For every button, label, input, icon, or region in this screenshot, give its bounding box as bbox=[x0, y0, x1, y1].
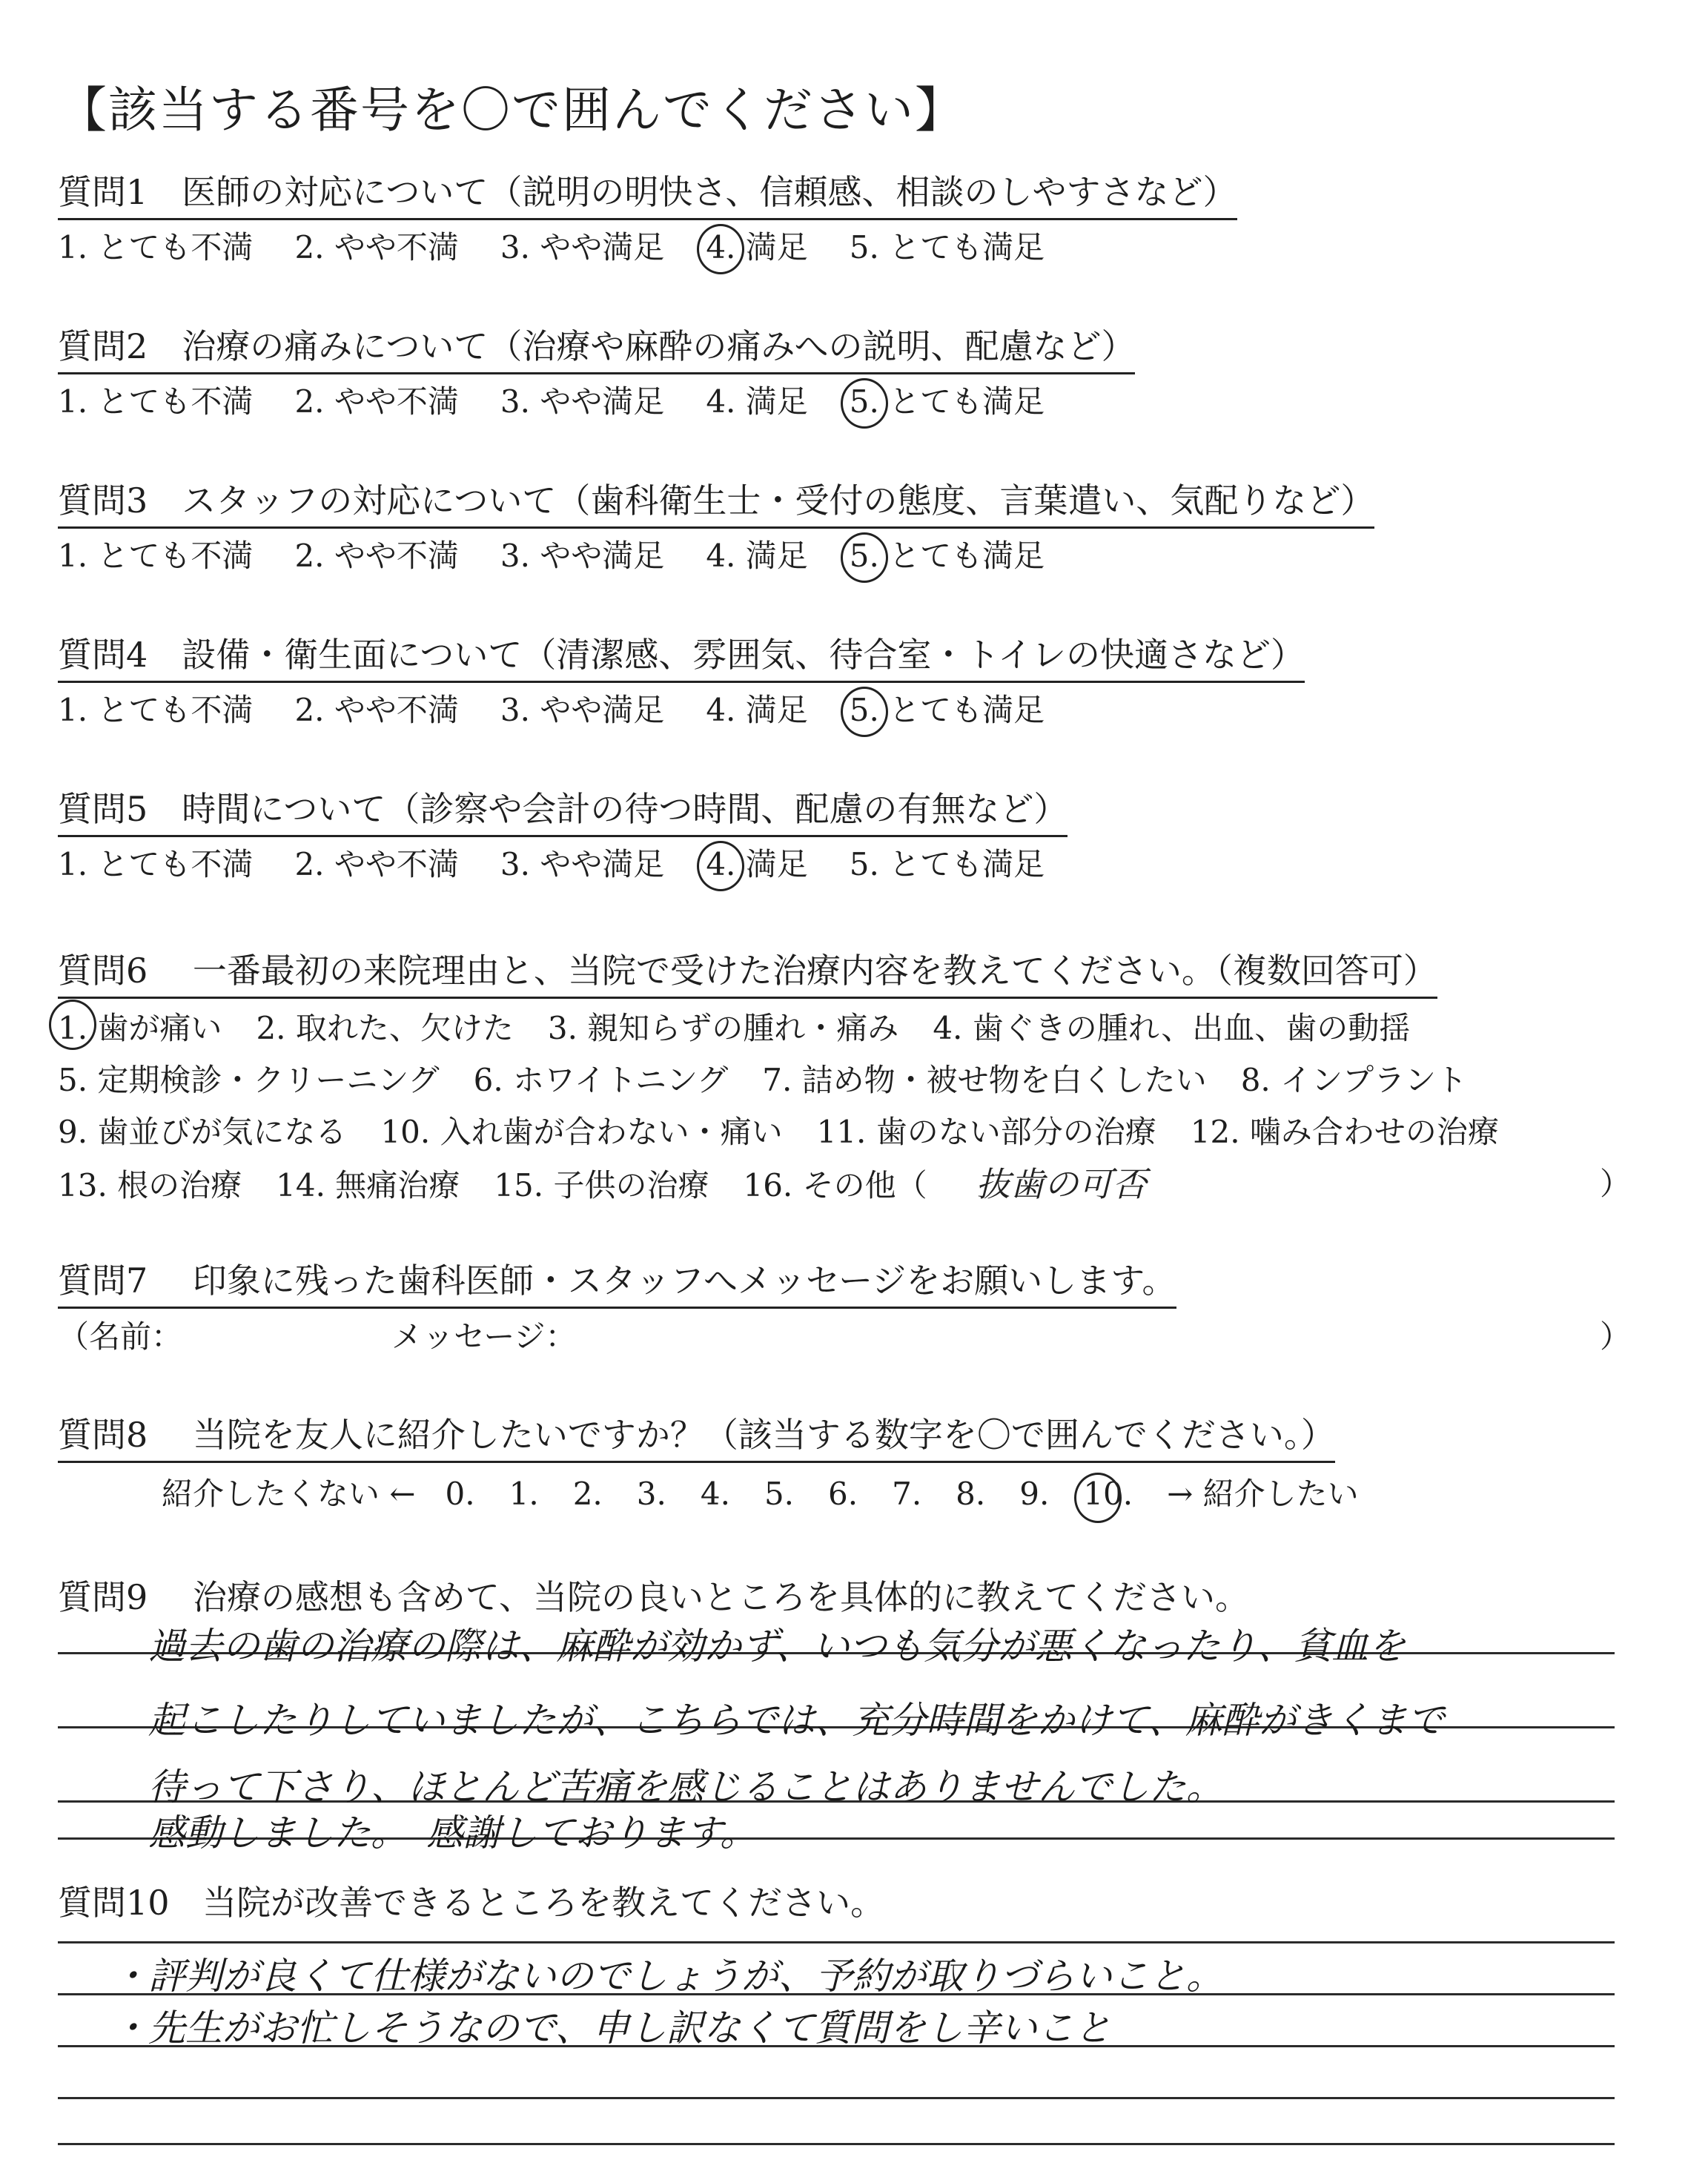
question-3-heading bbox=[58, 478, 1374, 529]
question-7-label: 質問7 bbox=[58, 1261, 148, 1301]
rating-option[interactable]: 4. 満足 bbox=[706, 383, 808, 420]
options-row bbox=[58, 1106, 1533, 1158]
other-answer: 抜歯の可否 bbox=[976, 1164, 1147, 1204]
handwritten-line: ・評判が良くて仕様がないのでしょうが、予約が取りづらいこと。 bbox=[111, 1955, 1223, 1998]
rating-option[interactable]: 2. やや不満 bbox=[294, 846, 459, 882]
rating-option[interactable]: 2. やや不満 bbox=[294, 538, 459, 574]
scale-option[interactable]: 7. bbox=[892, 1476, 922, 1512]
question-9-heading bbox=[58, 1571, 1249, 1619]
reason-option[interactable]: 9. 歯並びが気になる bbox=[58, 1114, 347, 1150]
question-8 bbox=[58, 1412, 1644, 1516]
rating-option[interactable]: 2. やや不満 bbox=[294, 383, 459, 420]
scale-option[interactable]: 5. bbox=[764, 1476, 795, 1512]
handwritten-line: 過去の歯の治療の際は、麻酔が効かず、いつも気分が悪くなったり、貧血を bbox=[148, 1625, 1406, 1668]
reason-option[interactable]: 7. 詰め物・被せ物を白くしたい bbox=[762, 1062, 1207, 1098]
question-1-heading bbox=[58, 169, 1237, 220]
handwritten-line: 待って下さり、ほとんど苦痛を感じることはありませんでした。 bbox=[148, 1766, 1223, 1809]
question-6-text: 一番最初の来院理由と、当院で受けた治療内容を教えてください。（複数回答可） bbox=[192, 951, 1437, 991]
reason-option[interactable]: 12. 噛み合わせの治療 bbox=[1190, 1114, 1499, 1150]
rating-option[interactable]: 1. とても不満 bbox=[58, 229, 254, 265]
options-row bbox=[58, 1003, 1533, 1054]
scale-right-label: → 紹介したい bbox=[1167, 1476, 1359, 1512]
question-8-label: 質問8 bbox=[58, 1415, 148, 1455]
question-1-text: 医師の対応について（説明の明快さ、信頼感、相談のしやすさなど） bbox=[182, 172, 1237, 212]
question-9-text: 治療の感想も含めて、当院の良いところを具体的に教えてください。 bbox=[192, 1577, 1249, 1617]
question-5-heading bbox=[58, 786, 1068, 837]
reason-option[interactable]: 4. 歯ぐきの腫れ、出血、歯の動揺 bbox=[933, 1010, 1411, 1046]
close-paren: ） bbox=[1600, 1318, 1632, 1355]
question-8-text: 当院を友人に紹介したいですか？（該当する数字を〇で囲んでください。） bbox=[192, 1415, 1335, 1455]
rating-option[interactable]: 5. とても満足 bbox=[849, 846, 1045, 882]
rating-option-selected[interactable]: 4. 満足 bbox=[706, 844, 807, 885]
page-title: 【該当する番号を〇で囲んでください】 bbox=[58, 82, 965, 139]
reason-option[interactable]: 16. その他（ bbox=[743, 1167, 927, 1203]
question-2 bbox=[58, 323, 1644, 472]
question-7 bbox=[58, 1258, 1644, 1361]
rating-option-selected[interactable]: 5. とても満足 bbox=[850, 690, 1045, 731]
answer-line bbox=[58, 1941, 1615, 1943]
question-10-heading bbox=[58, 1876, 884, 1925]
question-6-heading bbox=[58, 948, 1437, 999]
options-row bbox=[58, 1158, 1632, 1210]
rating-option[interactable]: 1. とても不満 bbox=[58, 538, 254, 574]
scale-option[interactable]: 6. bbox=[828, 1476, 858, 1512]
reason-option[interactable]: 5. 定期検診・クリーニング bbox=[58, 1062, 440, 1098]
question-8-heading bbox=[58, 1412, 1335, 1463]
scale-option-selected[interactable]: 10. bbox=[1083, 1476, 1133, 1512]
message-label: メッセージ： bbox=[391, 1318, 577, 1355]
rating-option[interactable]: 5. とても満足 bbox=[849, 229, 1045, 265]
question-7-heading bbox=[58, 1258, 1176, 1309]
reason-option[interactable]: 8. インプラント bbox=[1240, 1062, 1468, 1098]
question-10-label: 質問10 bbox=[58, 1883, 170, 1923]
rating-option[interactable]: 3. やや満足 bbox=[500, 846, 665, 882]
close-paren: ） bbox=[1600, 1166, 1632, 1202]
rating-option-selected[interactable]: 5. とても満足 bbox=[850, 381, 1045, 423]
question-9-label: 質問9 bbox=[58, 1577, 148, 1617]
question-2-heading bbox=[58, 323, 1135, 374]
reason-option[interactable]: 11. 歯のない部分の治療 bbox=[816, 1114, 1156, 1150]
question-10-text: 当院が改善できるところを教えてください。 bbox=[202, 1883, 885, 1923]
scale-option[interactable]: 1. bbox=[509, 1476, 539, 1512]
scale-option[interactable]: 2. bbox=[572, 1476, 603, 1512]
rating-options bbox=[58, 535, 1086, 577]
rating-option[interactable]: 1. とても不満 bbox=[58, 383, 254, 420]
rating-option-selected[interactable]: 5. とても満足 bbox=[850, 535, 1045, 577]
scale-option[interactable]: 3. bbox=[636, 1476, 666, 1512]
question-1-label: 質問1 bbox=[58, 172, 148, 212]
question-7-text: 印象に残った歯科医師・スタッフへメッセージをお願いします。 bbox=[192, 1261, 1176, 1301]
reason-option[interactable]: 6. ホワイトニング bbox=[473, 1062, 729, 1098]
question-4 bbox=[58, 632, 1644, 780]
reason-option[interactable]: 14. 無痛治療 bbox=[276, 1167, 460, 1203]
rating-option[interactable]: 3. やや満足 bbox=[500, 692, 665, 728]
rating-option[interactable]: 2. やや不満 bbox=[294, 229, 459, 265]
reason-option[interactable]: 15. 子供の治療 bbox=[494, 1167, 709, 1203]
scale-option[interactable]: 0. bbox=[445, 1476, 475, 1512]
rating-option[interactable]: 3. やや満足 bbox=[500, 229, 665, 265]
question-4-heading bbox=[58, 632, 1305, 683]
rating-options bbox=[58, 690, 1086, 731]
question-5-label: 質問5 bbox=[58, 789, 148, 829]
reason-option[interactable]: 13. 根の治療 bbox=[58, 1167, 242, 1203]
handwritten-line: 感動しました。 感謝しております。 bbox=[148, 1811, 757, 1855]
scale-option[interactable]: 4. bbox=[700, 1476, 730, 1512]
rating-options bbox=[58, 381, 1086, 423]
rating-option-selected[interactable]: 4. 満足 bbox=[706, 227, 807, 268]
question-2-label: 質問2 bbox=[58, 326, 148, 366]
question-5-text: 時間について（診察や会計の待つ時間、配慮の有無など） bbox=[182, 789, 1068, 829]
scale-left-label: 紹介したくない ← bbox=[162, 1476, 416, 1512]
question-2-text: 治療の痛みについて（治療や麻酔の痛みへの説明、配慮など） bbox=[182, 326, 1136, 366]
question-3-label: 質問3 bbox=[58, 480, 148, 521]
reason-option[interactable]: 3. 親知らずの腫れ・痛み bbox=[547, 1010, 899, 1046]
question-4-label: 質問4 bbox=[58, 635, 148, 675]
handwritten-line: ・先生がお忙しそうなので、申し訳なくて質問をし辛いこと bbox=[111, 2007, 1111, 2050]
reason-option-selected[interactable]: 1. 歯が痛い bbox=[58, 1003, 222, 1054]
question-1 bbox=[58, 169, 1644, 317]
rating-option[interactable]: 4. 満足 bbox=[706, 538, 808, 574]
rating-options bbox=[58, 227, 1086, 268]
name-label: （名前： bbox=[58, 1318, 183, 1355]
question-3-text: スタッフの対応について（歯科衛生士・受付の態度、言葉遣い、気配りなど） bbox=[182, 480, 1375, 521]
question-4-text: 設備・衛生面について（清潔感、雰囲気、待合室・トイレの快適さなど） bbox=[182, 635, 1305, 675]
reason-option[interactable]: 2. 取れた、欠けた bbox=[256, 1010, 514, 1046]
question-5 bbox=[58, 786, 1644, 934]
recommend-scale bbox=[162, 1470, 1359, 1514]
rating-option[interactable]: 1. とても不満 bbox=[58, 846, 254, 882]
question-6-options bbox=[58, 1003, 1632, 1210]
rating-option[interactable]: 2. やや不満 bbox=[294, 692, 459, 728]
rating-option[interactable]: 1. とても不満 bbox=[58, 692, 254, 728]
answer-line bbox=[58, 2143, 1615, 2145]
options-row bbox=[58, 1054, 1533, 1106]
rating-options bbox=[58, 844, 1086, 885]
reason-option[interactable]: 10. 入れ歯が合わない・痛い bbox=[380, 1114, 783, 1150]
rating-option[interactable]: 4. 満足 bbox=[706, 692, 808, 728]
handwritten-line: 起こしたりしていましたが、こちらでは、充分時間をかけて、麻酔がきくまで bbox=[148, 1699, 1445, 1742]
answer-line bbox=[58, 2097, 1615, 2099]
scale-option[interactable]: 9. bbox=[1019, 1476, 1050, 1512]
rating-option[interactable]: 3. やや満足 bbox=[500, 538, 665, 574]
question-3 bbox=[58, 478, 1644, 626]
question-6 bbox=[58, 948, 1644, 1244]
rating-option[interactable]: 3. やや満足 bbox=[500, 383, 665, 420]
scale-option[interactable]: 8. bbox=[956, 1476, 986, 1512]
question-6-label: 質問6 bbox=[58, 951, 148, 991]
